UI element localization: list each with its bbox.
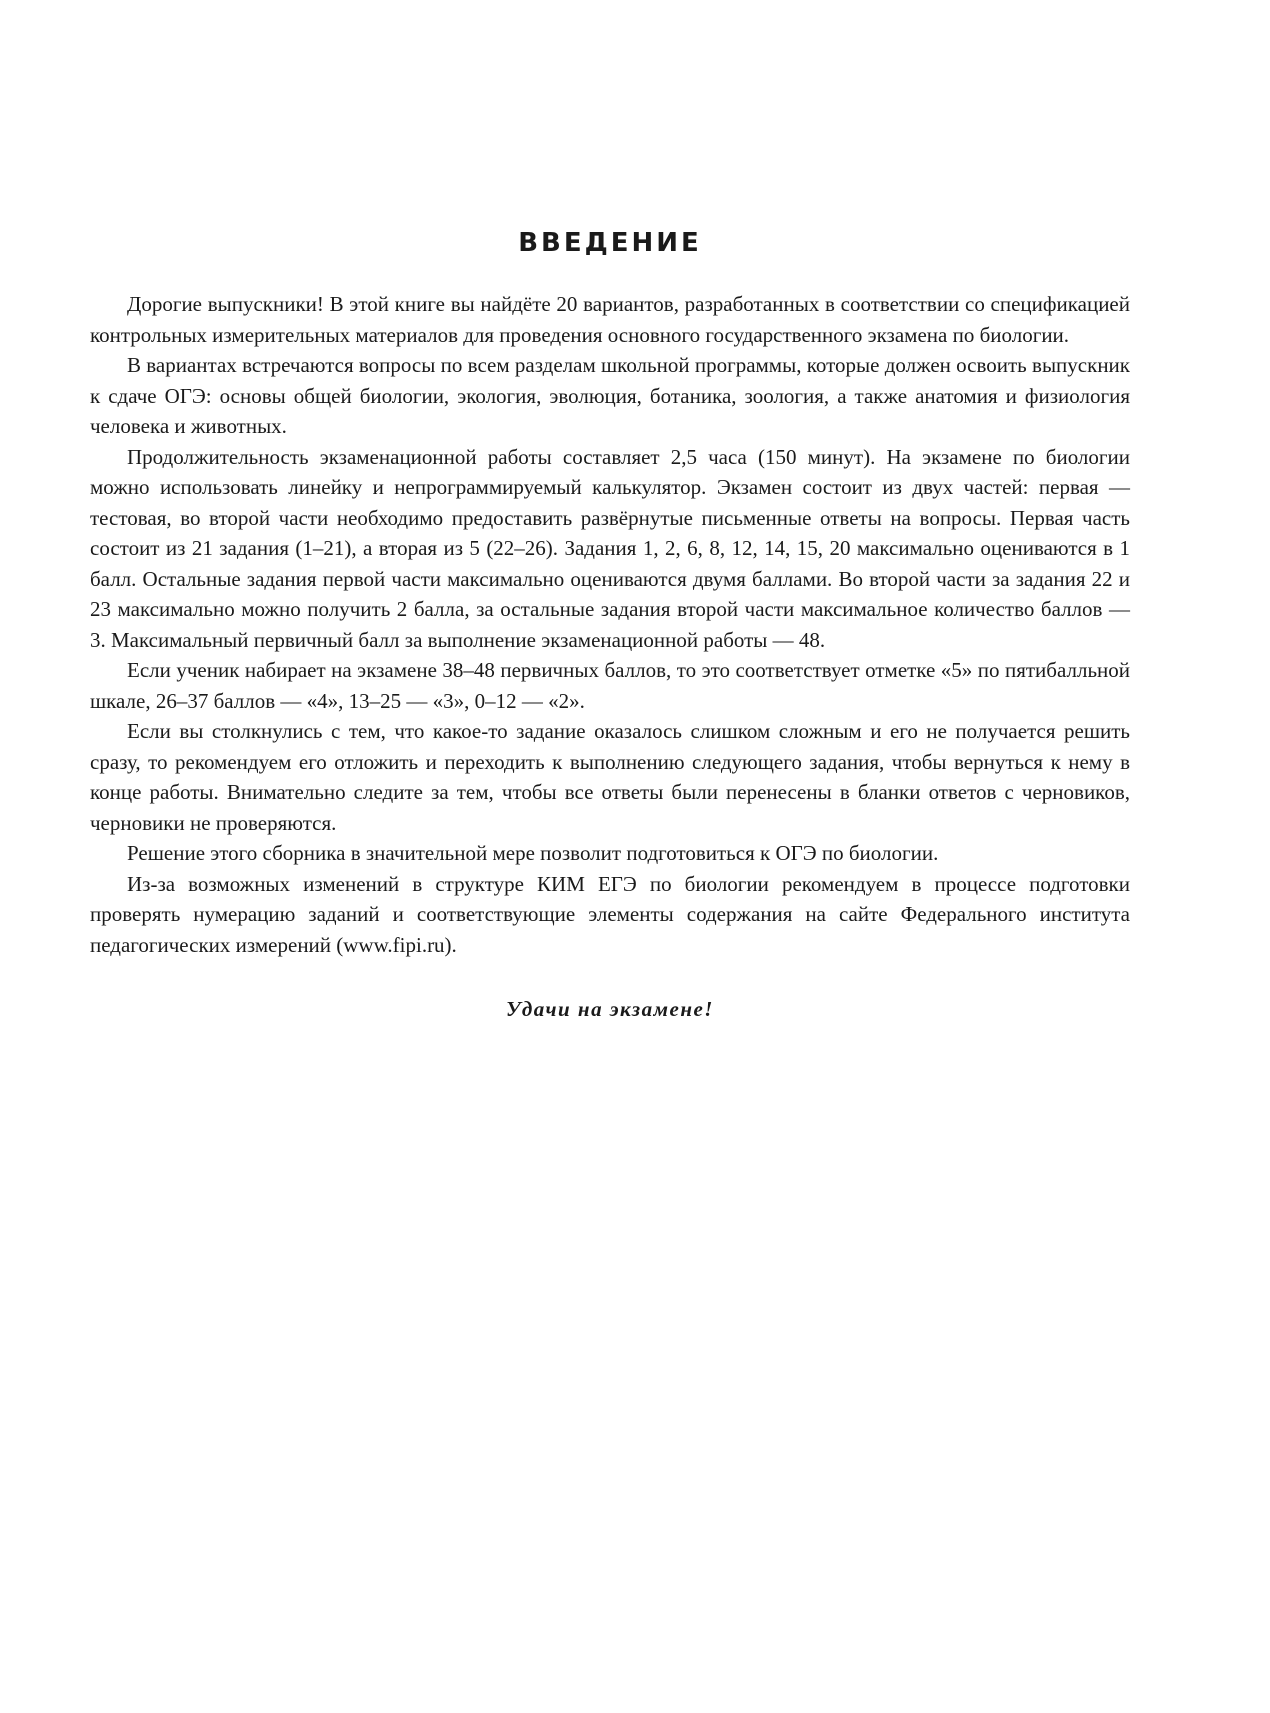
paragraph-preparation: Решение этого сборника в значительной мере позволит подготовиться к ОГЭ по биологии.: [127, 841, 939, 866]
paragraph-intro: Дорогие выпускники! В этой книге вы найдёте 20 вариантов, разработанных в соответствии со спецификацией контрольных измерительных материалов для проведения основного государственного экзамена по биологии.: [90, 292, 1130, 347]
closing-wish: Удачи на экзамене!: [506, 997, 714, 1022]
paragraph-topics: В вариантах встречаются вопросы по всем разделам школьной программы, которые должен освоить выпускник к сдаче ОГЭ: основы общей биологии, экология, эволюция, ботаника, зоология, а также анатомия и физиология человека и животных.: [90, 353, 1130, 439]
paragraph-advice: Если вы столкнулись с тем, что какое-то задание оказалось слишком сложным и его не получается решить сразу, то рекомендуем его отложить и переходить к выполнению следующего задания, чтобы вернуться к нему в конце работы. Внимательно следите за тем, чтобы все ответы были перенесены в бланки ответов с черновиков, черновики не проверяются.: [90, 719, 1130, 835]
page-title: ВВЕДЕНИЕ: [518, 228, 702, 258]
paragraph-fipi-note: Из-за возможных изменений в структуре КИМ ЕГЭ по биологии рекомендуем в процессе подготовки проверять нумерацию заданий и соответствующие элементы содержания на сайте Федерального института педагогических измерений (www.fipi.ru).: [90, 871, 1130, 957]
paragraph-exam-structure: Продолжительность экзаменационной работы составляет 2,5 часа (150 минут). На экзамене по биологии можно использовать линейку и непрограммируемый калькулятор. Экзамен состоит из двух частей: первая — тестовая, во второй части необходимо предоставить развёрнутые письменные ответы на вопросы. Первая часть состоит из 21 задания (1–21), а вторая из 5 (22–26). Задания 1, 2, 6, 8, 12, 14, 15, 20 максимально оцениваются в 1 балл. Остальные задания первой части максимально оцениваются двумя баллами. Во второй части за задания 22 и 23 максимально можно получить 2 балла, за остальные задания второй части максимальное количество баллов — 3. Максимальный первичный балл за выполнение экзаменационной работы — 48.: [90, 444, 1130, 652]
document-page: [90, 228, 1130, 1023]
paragraph-grading: Если ученик набирает на экзамене 38–48 первичных баллов, то это соответствует отметке «5» по пятибалльной шкале, 26–37 баллов — «4», 13–25 — «3», 0–12 — «2».: [90, 658, 1130, 713]
